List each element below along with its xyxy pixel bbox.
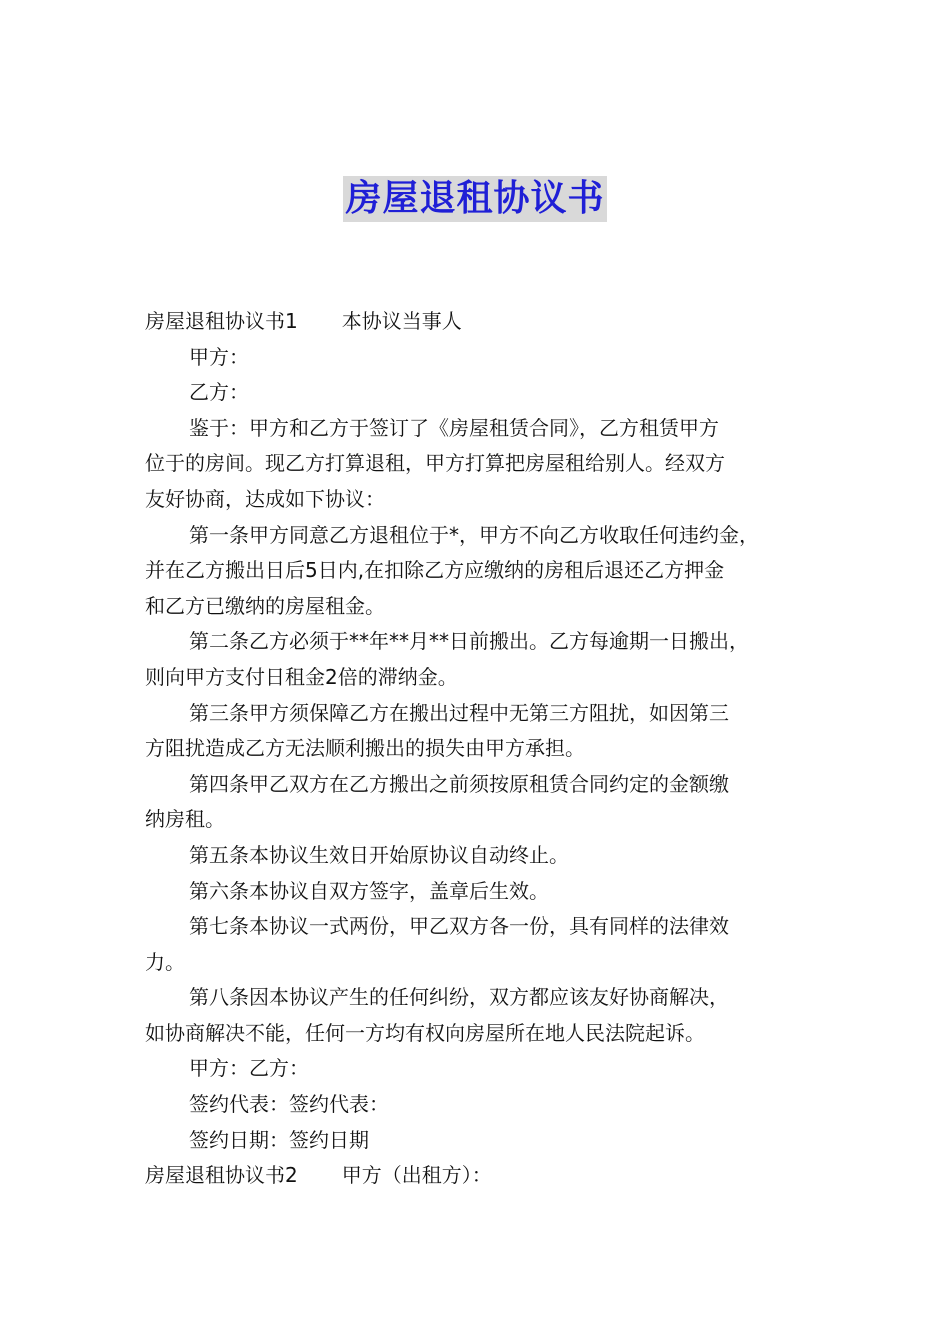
signature-representatives-line: 签约代表：签约代表： [189,1092,389,1117]
article-7-line: 第七条本协议一式两份，甲乙双方各一份，具有同样的法律效 [189,914,729,939]
title-container [0,176,950,222]
paragraph-line: 友好协商，达成如下协议： [145,486,385,511]
article-4-line: 第四条甲乙双方在乙方搬出之前须按原租赁合同约定的金额缴 [189,771,729,796]
party-a-line: 甲方： [189,344,249,369]
paragraph-line: 位于的房间。现乙方打算退租，甲方打算把房屋租给别人。经双方 [145,451,725,476]
article-3-line: 第三条甲方须保障乙方在搬出过程中无第三方阻扰，如因第三 [189,700,729,725]
paragraph-line: 鉴于：甲方和乙方于签订了《房屋租赁合同》，乙方租赁甲方 [189,415,719,440]
article-1-line: 并在乙方搬出日后5日内,在扣除乙方应缴纳的房租后退还乙方押金 [145,558,725,583]
section-subtitle: 本协议当事人 [341,309,462,333]
signature-parties-line: 甲方：乙方： [189,1056,309,1081]
document-title: 房屋退租协议书 [343,176,606,222]
article-1-line: 和乙方已缴纳的房屋租金。 [145,593,385,618]
article-8-line: 如协商解决不能，任何一方均有权向房屋所在地人民法院起诉。 [145,1020,705,1045]
document-body [145,304,815,1194]
article-7-line: 力。 [145,949,185,974]
article-2-line: 则向甲方支付日租金2倍的滞纳金。 [145,664,458,689]
article-2-line: 第二条乙方必须于**年**月**日前搬出。乙方每逾期一日搬出， [189,629,749,654]
article-8-line: 第八条因本协议产生的任何纠纷，双方都应该友好协商解决， [189,985,729,1010]
section-heading-2 [145,1158,815,1194]
signature-date-line: 签约日期：签约日期 [189,1127,369,1152]
party-b-line: 乙方： [189,380,249,405]
article-6-line: 第六条本协议自双方签字，盖章后生效。 [189,878,549,903]
section-title: 房屋退租协议书1 [145,309,298,333]
section-title: 房屋退租协议书2 [145,1163,298,1188]
article-3-line: 方阻扰造成乙方无法顺利搬出的损失由甲方承担。 [145,736,585,761]
article-1-line: 第一条甲方同意乙方退租位于*，甲方不向乙方收取任何违约金， [189,522,759,547]
article-5-line: 第五条本协议生效日开始原协议自动终止。 [189,842,569,867]
article-4-line: 纳房租。 [145,807,225,832]
section-subtitle: 甲方（出租方）： [341,1163,492,1188]
section-heading-1 [145,304,815,340]
